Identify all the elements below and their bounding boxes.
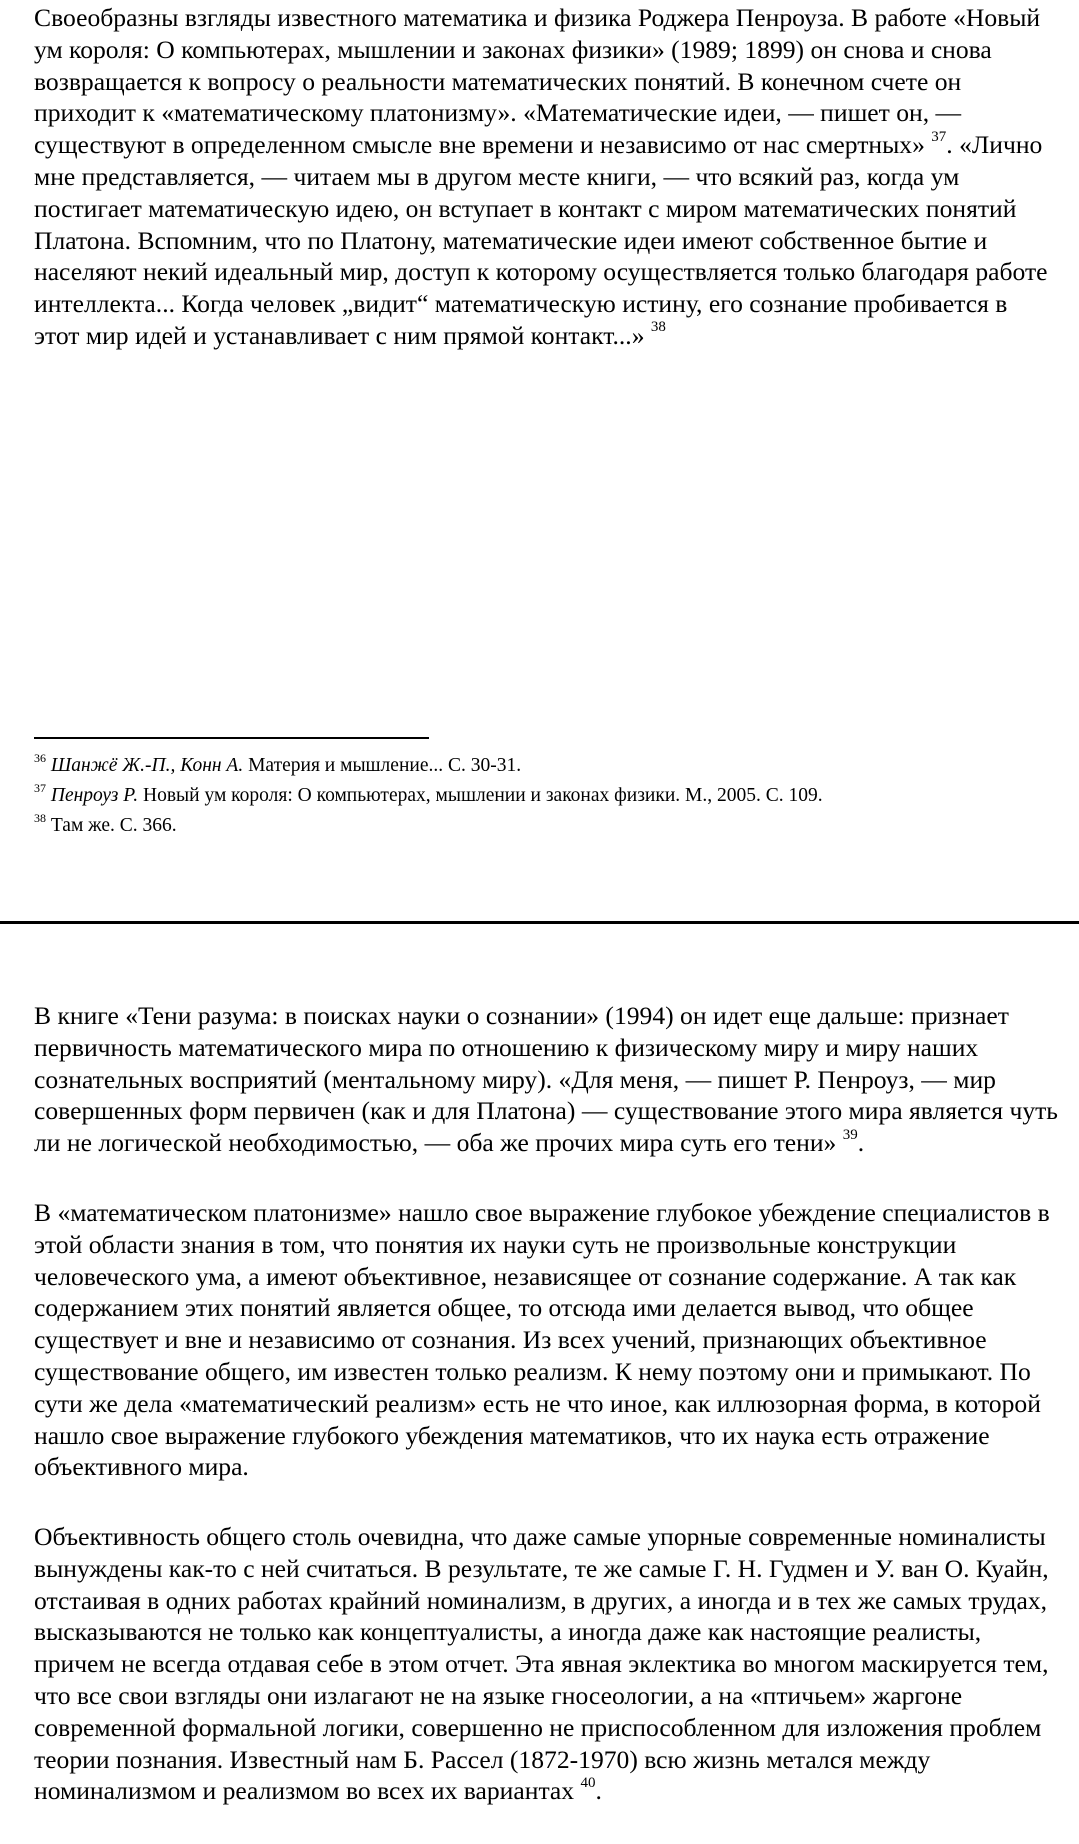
page2-paragraph-3-end: .: [595, 1776, 602, 1806]
footnote-ref-38[interactable]: 38: [650, 319, 666, 336]
page1-paragraph: [34, 2, 1058, 352]
footnote-ref-39[interactable]: 39: [842, 1126, 858, 1143]
page1-paragraph-text-1: Своеобразны взгляды известного математика и физика Роджера Пенроуза. В работе «Новый ум короля: О компьютерах, мышлении и законах физики» (1989; 1899) он снова и снова возвращается к вопросу о реальности математических понятий. В конечном счете он приходит к «математическому платонизму». «Математические идеи, — пишет он, — существуют в определенном смысле вне времени и независимо от нас смертных»: [34, 3, 1041, 160]
footnote-36: [34, 750, 522, 778]
footnote-37: [34, 780, 823, 808]
footnote-separator: [34, 737, 429, 739]
footnote-text: Новый ум короля: О компьютерах, мышлении и законах физики. М., 2005. С. 109.: [143, 785, 823, 806]
page-bottom: [0, 926, 1079, 1844]
footnote-ref-40[interactable]: 40: [580, 1774, 596, 1791]
footnote-number: 36: [34, 750, 46, 765]
footnote-number: 37: [34, 780, 46, 795]
footnote-text: Там же. С. 366.: [50, 815, 177, 836]
footnote-number: 38: [34, 810, 46, 825]
footnote-text: Материя и мышление... С. 30-31.: [248, 755, 522, 776]
footnote-ref-37[interactable]: 37: [931, 128, 947, 145]
footnote-author: Пенроуз Р.: [50, 785, 139, 806]
page2-paragraph-1-end: .: [857, 1128, 865, 1158]
page2-paragraph-2-text: В «математическом платонизме» нашло свое выражение глубокое убеждение специалистов в этой области знания в том, что понятия их науки суть не произвольные конструкции человеческого ума, а имеют объективное, независящее от сознание содержание. А так как содержанием этих понятий является общее, то отсюда ими делается вывод, что общее существует и вне и независимо от сознания. Из всех учений, признающих объективное существование общего, им известен только реализм. К нему поэтому они и примыкают. По сути же дела «математический реализм» есть не что иное, как иллюзорная форма, в которой нашло свое выражение глубокого убеждения математиков, что их наука есть отражение объективного мира.: [34, 1198, 1050, 1482]
page2-paragraph-2: [34, 1197, 1058, 1483]
page-divider: [0, 921, 1079, 924]
page2-paragraph-3-text: Объективность общего столь очевидна, что даже самые упорные современные номиналисты вынуждены как-то с ней считаться. В результате, те же самые Г. Н. Гудмен и У. ван О. Куайн, отстаивая в одних работах крайний номинализм, в других, а иногда и в тех же самых трудах, высказываются не только как концептуалисты, а иногда даже как настоящие реалисты, причем не всегда отдавая себе в этом отчет. Эта явная эклектика во многом маскируется тем, что все свои взгляды они излагают не на языке гносеологии, а на «птичьем» жаргоне современной формальной логики, совершенно не приспособленном для изложения проблем теории познания. Известный нам Б. Рассел (1872-1970) всю жизнь метался между номинализмом и реализмом во всех их вариантах: [34, 1522, 1049, 1806]
page2-paragraph-1-text: В книге «Тени разума: в поисках науки о сознании» (1994) он идет еще дальше: признает первичность математического мира по отношению к физическому миру и миру наших сознательных восприятий (ментальному миру). «Для меня, — пишет Р. Пенроуз, — мир совершенных форм первичен (как и для Платона) — существование этого мира является чуть ли не логической необходимостью, — оба же прочих мира суть его тени»: [34, 1001, 1058, 1158]
page2-paragraph-3: [34, 1521, 1058, 1807]
footnote-author: Шанжё Ж.-П., Конн А.: [50, 755, 244, 776]
footnote-38: [34, 810, 177, 838]
page1-paragraph-text-2: . «Лично мне представляется, — читаем мы в другом месте книги, — что всякий раз, когда ум постигает математическую идею, он вступает в контакт с миром математических понятий Платона. Вспомним, что по Платону, математические идеи имеют собственное бытие и населяют некий идеальный мир, доступ к которому осуществляется только благодаря работе интеллекта... Когда человек „видит“ математическую истину, его сознание пробивается в этот мир идей и устанавливает с ним прямой контакт...»: [34, 130, 1048, 350]
page2-paragraph-1: [34, 1000, 1058, 1159]
